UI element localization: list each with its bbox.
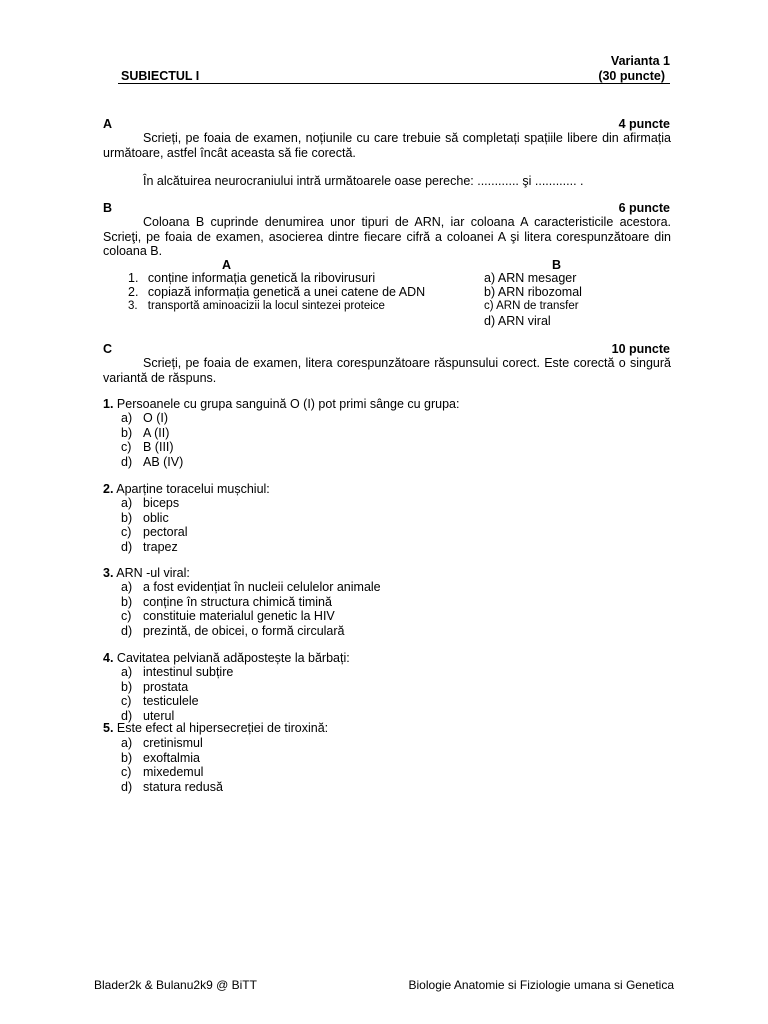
section-b-instruction: Coloana B cuprinde denumirea unor tipuri de ARN, iar coloana A caracteristicile acestora. Scrieţi, pe foaia de examen, asocierea dintre fiecare cifră a coloanei A şi litera corespunzătoare din coloana B. [103, 215, 671, 258]
option-text: AB (IV) [143, 454, 184, 469]
subject-points: (30 puncte) [598, 69, 665, 83]
option-letter: b) [121, 679, 133, 694]
option-text: statura redusă [143, 779, 223, 794]
option-text: constituie materialul genetic la HIV [143, 609, 335, 623]
option-text: O (I) [143, 411, 168, 425]
column-a-header: A [222, 258, 232, 272]
question-1-options [121, 411, 183, 469]
header-underline [118, 83, 670, 84]
question-number: 1. [103, 397, 114, 411]
section-a-instruction: Scrieți, pe foaia de examen, noțiunile cu care trebuie să completați spațiile libere din afirmația următoare, astfel încât aceasta să fie corectă. [103, 131, 671, 160]
option-item [121, 609, 381, 624]
option-item [121, 780, 223, 795]
option-text: uterul [143, 708, 175, 723]
option-item [121, 440, 183, 455]
question-4-options [121, 665, 233, 723]
option-letter: c) [121, 609, 132, 623]
option-letter: c) [121, 765, 132, 779]
option-item [121, 540, 187, 555]
option-text: cretinismul [143, 736, 203, 750]
section-a-statement: În alcătuirea neurocraniului intră următoarele oase pereche: ............ şi ............ . [143, 174, 584, 188]
footer-right: Biologie Anatomie si Fiziologie umana si Genetica [408, 978, 674, 992]
option-item [121, 736, 223, 751]
option-item [121, 455, 183, 470]
column-a-item-number: 1. [128, 271, 139, 285]
question-3 [103, 566, 190, 581]
question-number: 2. [103, 482, 114, 496]
option-text: a fost evidențiat în nucleii celulelor animale [143, 580, 381, 594]
option-letter: b) [121, 510, 133, 525]
option-text: A (II) [143, 425, 170, 440]
option-text: exoftalmia [143, 750, 200, 765]
option-letter: d) [121, 708, 133, 723]
section-b-letter: B [103, 201, 113, 215]
question-text: Aparține toracelui mușchiul: [116, 482, 270, 496]
option-item [121, 496, 187, 511]
option-letter: d) [121, 539, 133, 554]
option-text: prezintă, de obicei, o formă circulară [143, 623, 345, 638]
question-number: 3. [103, 566, 114, 580]
column-b-item: a) ARN mesager [484, 271, 577, 285]
section-a-points: 4 puncte [618, 117, 670, 131]
column-b-item: b) ARN ribozomal [484, 285, 582, 299]
option-letter: a) [121, 665, 133, 679]
variant-label: Varianta 1 [610, 54, 670, 68]
section-b-points: 6 puncte [618, 201, 670, 215]
section-c-instruction: Scrieți, pe foaia de examen, litera corespunzătoare răspunsului corect. Este corectă o singură variantă de răspuns. [103, 356, 671, 385]
column-a-item-number: 3. [128, 300, 138, 312]
column-a-item [128, 271, 375, 286]
option-letter: c) [121, 694, 132, 708]
option-item [121, 525, 187, 540]
subject-title: SUBIECTUL I [121, 69, 200, 83]
option-text: mixedemul [143, 765, 204, 779]
option-text: testiculele [143, 694, 199, 708]
option-text: conține în structura chimică timină [143, 594, 332, 609]
option-letter: d) [121, 454, 133, 469]
option-item [121, 624, 381, 639]
option-text: biceps [143, 496, 180, 510]
option-letter: c) [121, 525, 132, 539]
option-letter: d) [121, 623, 133, 638]
column-a-item-text: transportă aminoacizii la locul sintezei proteice [147, 300, 385, 312]
option-item [121, 680, 233, 695]
question-text: ARN -ul viral: [116, 566, 190, 580]
footer-left: Blader2k & Bulanu2k9 @ BiTT [94, 978, 257, 992]
question-5 [103, 721, 328, 736]
option-item [121, 765, 223, 780]
option-item [121, 751, 223, 766]
option-letter: b) [121, 594, 133, 609]
column-b-item: c) ARN de transfer [484, 300, 579, 312]
section-c-points: 10 puncte [611, 342, 670, 356]
option-item [121, 411, 183, 426]
column-a-item [128, 299, 385, 314]
option-item [121, 665, 233, 680]
option-letter: a) [121, 580, 133, 594]
option-letter: a) [121, 496, 133, 510]
section-c-letter: C [103, 342, 113, 356]
column-a-item-text: conține informația genetică la ribovirusuri [147, 271, 376, 285]
column-a-item [128, 285, 425, 300]
option-text: trapez [143, 539, 178, 554]
question-number: 4. [103, 651, 114, 665]
option-letter: a) [121, 411, 133, 425]
column-a-item-number: 2. [128, 285, 139, 299]
option-letter: b) [121, 750, 133, 765]
option-letter: b) [121, 425, 133, 440]
option-item [121, 580, 381, 595]
option-text: prostata [143, 679, 189, 694]
question-4 [103, 651, 350, 666]
option-letter: c) [121, 440, 132, 454]
section-a-letter: A [103, 117, 113, 131]
question-text: Persoanele cu grupa sanguină O (I) pot primi sânge cu grupa: [116, 397, 460, 411]
question-5-options [121, 736, 223, 794]
question-3-options [121, 580, 381, 638]
option-item [121, 694, 233, 709]
question-number: 5. [103, 721, 114, 735]
option-item [121, 426, 183, 441]
question-text: Cavitatea pelviană adăpostește la bărbați: [116, 651, 350, 665]
option-text: intestinul subțire [143, 665, 234, 679]
option-text: pectoral [143, 525, 188, 539]
column-b-header: B [552, 258, 562, 272]
question-2 [103, 482, 270, 497]
question-1 [103, 397, 459, 412]
column-a-item-text: copiază informația genetică a unei catene de ADN [147, 285, 426, 299]
option-item [121, 511, 187, 526]
option-text: oblic [143, 510, 169, 525]
question-2-options [121, 496, 187, 554]
column-b-item: d) ARN viral [484, 314, 551, 328]
option-text: B (III) [143, 440, 174, 454]
option-letter: d) [121, 779, 133, 794]
question-text: Este efect al hipersecreției de tiroxină: [116, 721, 329, 735]
option-letter: a) [121, 736, 133, 750]
option-item [121, 595, 381, 610]
